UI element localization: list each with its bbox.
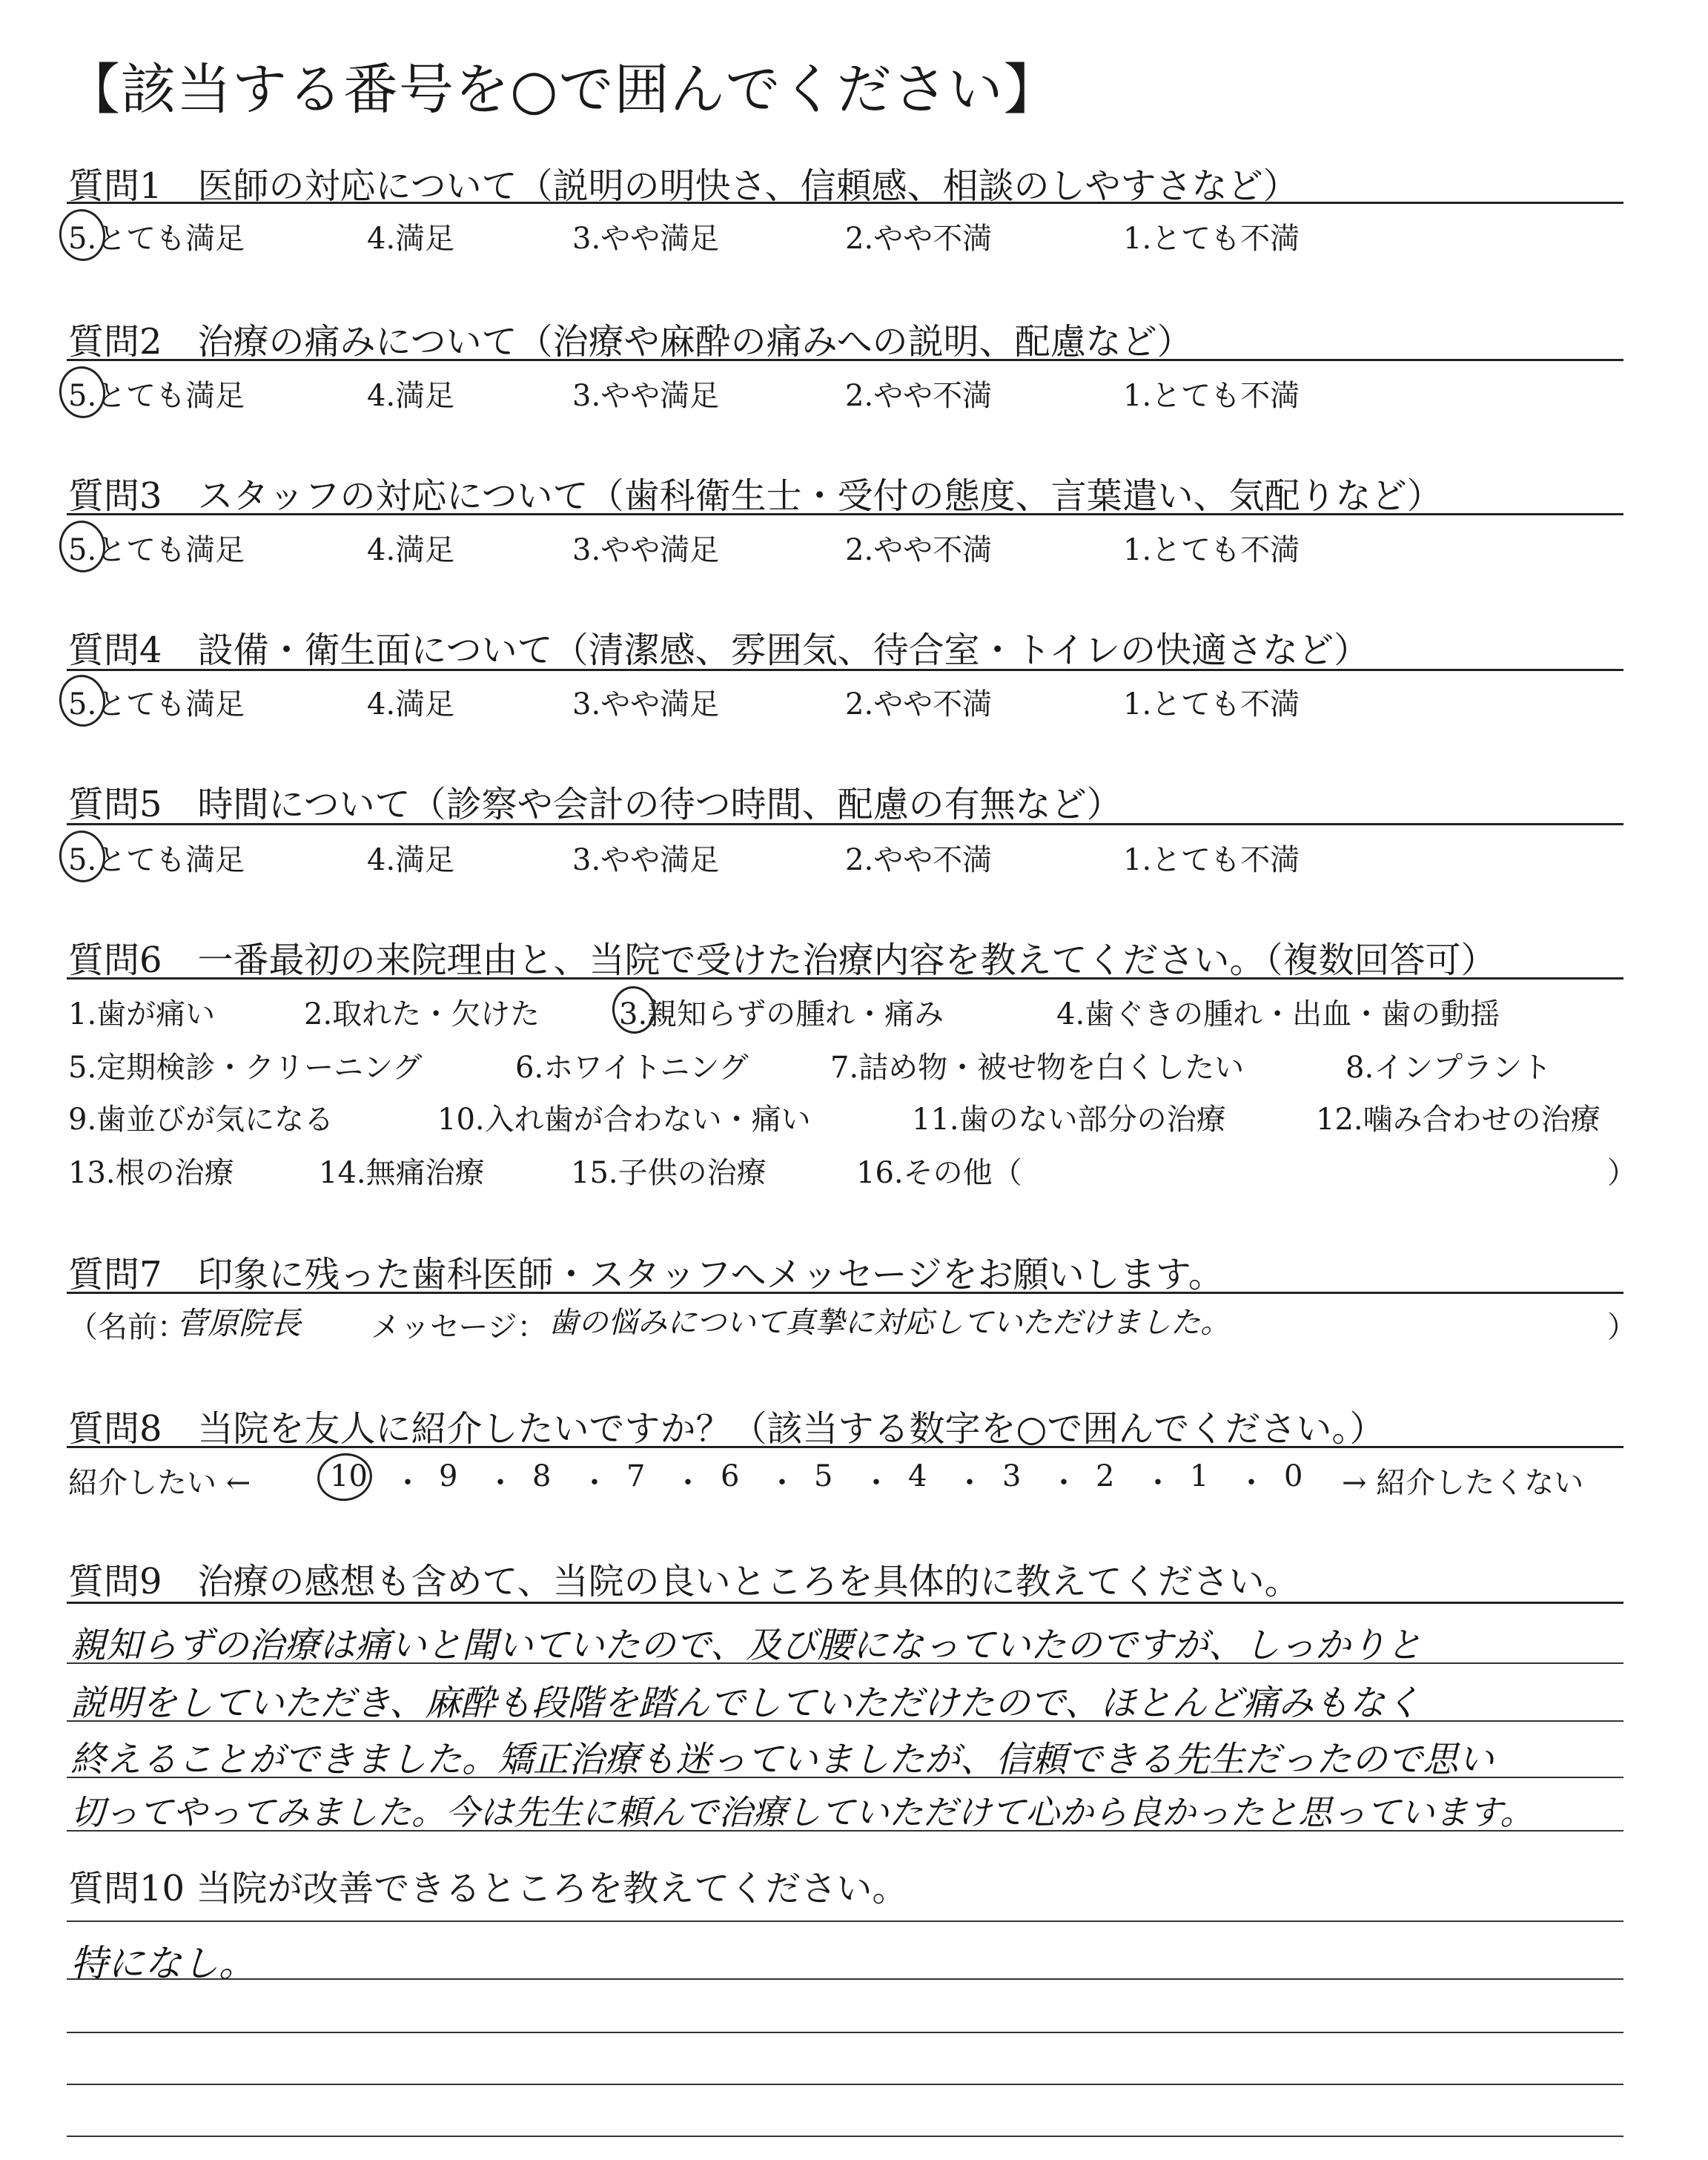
answer-rule <box>67 2032 1623 2033</box>
reason-item[interactable]: 3.親知らずの腫れ・痛み <box>619 997 944 1031</box>
question-title: 質問3 スタッフの対応について（歯科衛生士・受付の態度、言葉遣い、気配りなど） <box>68 475 1443 517</box>
score-10[interactable]: 10 <box>330 1459 368 1493</box>
answer-rule <box>67 1978 1623 1980</box>
score-8[interactable]: 8 <box>532 1459 552 1493</box>
question-title: 質問2 治療の痛みについて（治療や麻酔の痛みへの説明、配慮など） <box>68 321 1193 363</box>
divider <box>67 1292 1623 1294</box>
reason-item[interactable]: 2.取れた・欠けた <box>304 997 540 1031</box>
option-3[interactable]: 3.やや満足 <box>572 843 720 877</box>
score-1[interactable]: 1 <box>1190 1459 1209 1493</box>
score-3[interactable]: 3 <box>1002 1459 1022 1493</box>
question-title: 質問10 当院が改善できるところを教えてください。 <box>68 1868 908 1909</box>
recommend-left-label: 紹介したい ← <box>68 1466 251 1500</box>
message-label: メッセージ： <box>371 1310 547 1344</box>
answer-rule <box>67 1920 1623 1922</box>
score-7[interactable]: 7 <box>626 1459 646 1493</box>
score-4[interactable]: 4 <box>908 1459 927 1493</box>
divider <box>67 669 1623 671</box>
dot: ・ <box>673 1466 703 1500</box>
reason-item[interactable]: 11.歯のない部分の治療 <box>912 1103 1226 1137</box>
option-4[interactable]: 4.満足 <box>367 222 455 256</box>
option-5[interactable]: 5.とても満足 <box>68 687 245 721</box>
reason-item[interactable]: 15.子供の治療 <box>571 1156 767 1190</box>
question-title: 質問1 医師の対応について（説明の明快さ、信頼感、相談のしやすさなど） <box>68 165 1299 207</box>
reason-item[interactable]: 8.インプラント <box>1345 1051 1552 1085</box>
reason-item[interactable]: 5.定期検診・クリーニング <box>68 1051 423 1085</box>
reason-item[interactable]: 10.入れ歯が合わない・痛い <box>437 1103 811 1137</box>
option-1[interactable]: 1.とても不満 <box>1123 687 1300 721</box>
selection-circle <box>314 1450 375 1505</box>
reason-item[interactable]: 4.歯ぐきの腫れ・出血・歯の動揺 <box>1056 997 1500 1031</box>
option-4[interactable]: 4.満足 <box>367 687 455 721</box>
option-2[interactable]: 2.やや不満 <box>845 687 993 721</box>
reason-item[interactable]: 12.噛み合わせの治療 <box>1316 1103 1601 1137</box>
score-2[interactable]: 2 <box>1096 1459 1115 1493</box>
reason-item[interactable]: 6.ホワイトニング <box>515 1051 749 1085</box>
close-paren: ） <box>1607 1156 1637 1190</box>
dot: ・ <box>861 1466 891 1500</box>
question-title: 質問8 当院を友人に紹介したいですか？（該当する数字を○で囲んでください。） <box>68 1408 1386 1450</box>
option-2[interactable]: 2.やや不満 <box>845 222 993 256</box>
dot: ・ <box>1143 1466 1173 1500</box>
dot: ・ <box>955 1466 984 1500</box>
reason-item[interactable]: 9.歯並びが気になる <box>68 1103 334 1137</box>
divider <box>67 977 1623 980</box>
recommend-right-label: → 紹介したくない <box>1342 1466 1584 1500</box>
name-value[interactable]: 菅原院長 <box>176 1305 302 1341</box>
question-title: 質問7 印象に残った歯科医師・スタッフへメッセージをお願いします。 <box>68 1254 1224 1295</box>
answer-text[interactable]: 特になし。 <box>70 1942 256 1985</box>
dot: ・ <box>486 1466 515 1500</box>
option-5[interactable]: 5.とても満足 <box>68 533 245 567</box>
question-title: 質問9 治療の感想も含めて、当院の良いところを具体的に教えてください。 <box>68 1561 1300 1602</box>
reason-item[interactable]: 16.その他（ <box>856 1156 1022 1190</box>
divider <box>67 513 1623 515</box>
answer-line[interactable]: 切ってやってみました。今は先生に頼んで治療していただけて心から良かったと思っています。 <box>70 1792 1535 1832</box>
option-3[interactable]: 3.やや満足 <box>572 687 720 721</box>
dot: ・ <box>1049 1466 1079 1500</box>
question-title: 質問6 一番最初の来院理由と、当院で受けた治療内容を教えてください。（複数回答可） <box>68 939 1497 981</box>
score-6[interactable]: 6 <box>721 1459 740 1493</box>
divider <box>67 202 1623 204</box>
close-paren: ） <box>1607 1310 1637 1344</box>
answer-rule <box>67 1720 1623 1722</box>
reason-item[interactable]: 7.詰め物・被せ物を白くしたい <box>830 1051 1245 1085</box>
divider <box>67 359 1623 361</box>
dot: ・ <box>580 1466 609 1500</box>
answer-rule <box>67 1777 1623 1778</box>
option-4[interactable]: 4.満足 <box>367 843 455 877</box>
answer-rule <box>67 1830 1623 1832</box>
option-1[interactable]: 1.とても不満 <box>1123 222 1300 256</box>
divider <box>67 823 1623 825</box>
score-5[interactable]: 5 <box>814 1459 833 1493</box>
option-1[interactable]: 1.とても不満 <box>1123 379 1300 413</box>
option-3[interactable]: 3.やや満足 <box>572 533 720 567</box>
option-5[interactable]: 5.とても満足 <box>68 843 245 877</box>
option-1[interactable]: 1.とても不満 <box>1123 843 1300 877</box>
answer-line[interactable]: 説明をしていただき、麻酔も段階を踏んでしていただけたので、ほとんど痛みもなく <box>70 1682 1421 1724</box>
reason-item[interactable]: 14.無痛治療 <box>319 1156 485 1190</box>
option-5[interactable]: 5.とても満足 <box>68 379 245 413</box>
answer-rule <box>67 2136 1623 2137</box>
page-title: 【該当する番号を○で囲んでください】 <box>65 58 1059 122</box>
answer-rule <box>67 1662 1623 1664</box>
option-1[interactable]: 1.とても不満 <box>1123 533 1300 567</box>
answer-line[interactable]: 親知らずの治療は痛いと聞いていたので、及び腰になっていたのですが、しっかりと <box>70 1625 1423 1666</box>
option-2[interactable]: 2.やや不満 <box>845 379 993 413</box>
answer-line[interactable]: 終えることができました。矯正治療も迷っていましたが、信頼できる先生だったので思い <box>70 1739 1494 1780</box>
option-4[interactable]: 4.満足 <box>367 379 455 413</box>
divider <box>67 1602 1623 1604</box>
name-label: （名前： <box>68 1310 187 1344</box>
option-5[interactable]: 5.とても満足 <box>68 222 245 256</box>
option-2[interactable]: 2.やや不満 <box>845 533 993 567</box>
divider <box>67 1446 1623 1448</box>
score-9[interactable]: 9 <box>439 1459 458 1493</box>
reason-item[interactable]: 1.歯が痛い <box>68 997 216 1031</box>
option-4[interactable]: 4.満足 <box>367 533 455 567</box>
answer-rule <box>67 2084 1623 2085</box>
dot: ・ <box>393 1466 423 1500</box>
reason-item[interactable]: 13.根の治療 <box>68 1156 234 1190</box>
option-2[interactable]: 2.やや不満 <box>845 843 993 877</box>
question-title: 質問4 設備・衛生面について（清潔感、雰囲気、待合室・トイレの快適さなど） <box>68 630 1370 671</box>
option-3[interactable]: 3.やや満足 <box>572 222 720 256</box>
option-3[interactable]: 3.やや満足 <box>572 379 720 413</box>
dot: ・ <box>1237 1466 1266 1500</box>
question-title: 質問5 時間について（診察や会計の待つ時間、配慮の有無など） <box>68 784 1122 825</box>
message-value[interactable]: 歯の悩みについて真摯に対応していただけました。 <box>549 1306 1231 1340</box>
score-0[interactable]: 0 <box>1284 1459 1303 1493</box>
dot: ・ <box>767 1466 797 1500</box>
